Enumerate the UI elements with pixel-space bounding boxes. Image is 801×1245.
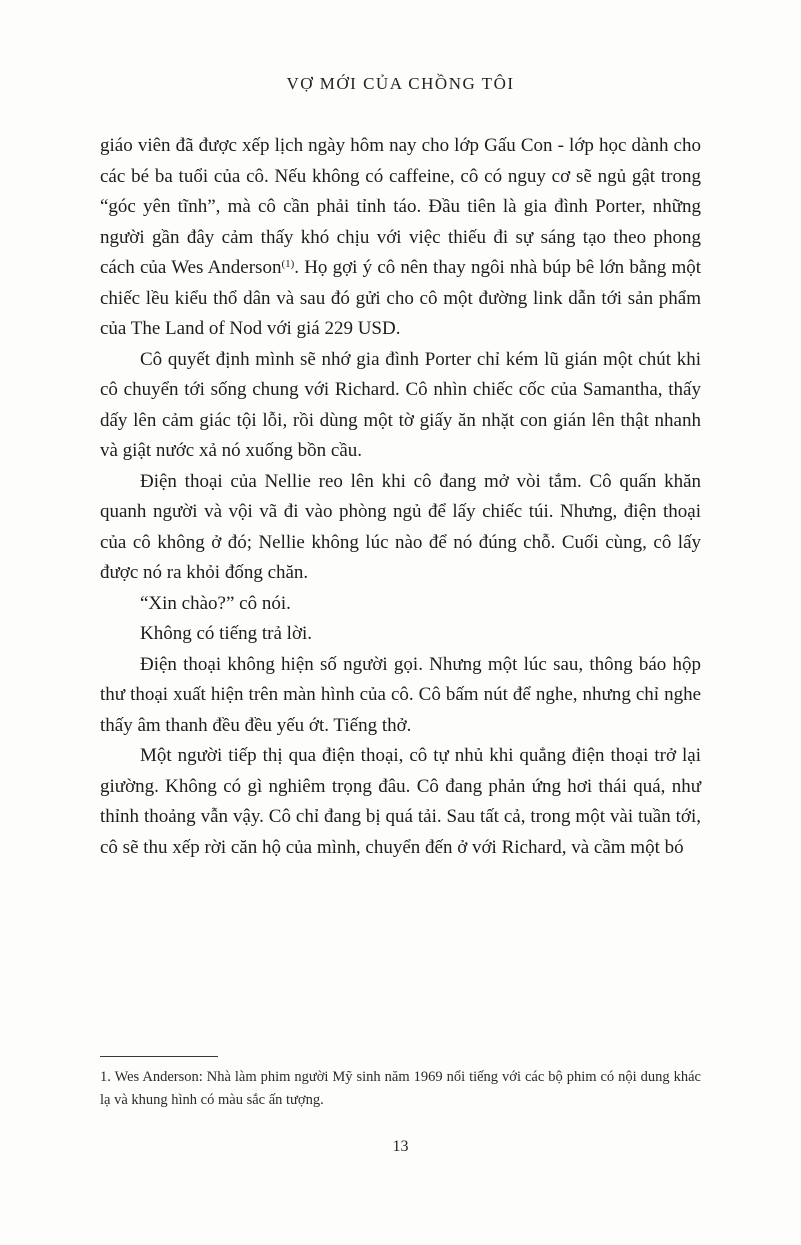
paragraph: Cô quyết định mình sẽ nhớ gia đình Porter chỉ kém lũ gián một chút khi cô chuyển tới sống chung với Richard. Cô nhìn chiếc cốc của Samantha, thấy dấy lên cảm giác tội lỗi, rồi dùng một tờ giấy ăn nhặt con gián lên thật nhanh và giật nước xả nó xuống bồn cầu. [100,348,701,461]
footnote-marker: (1) [281,258,295,270]
body-text [100,131,701,863]
paragraph: Điện thoại của Nellie reo lên khi cô đang mở vòi tắm. Cô quấn khăn quanh người và vội vã đi vào phòng ngủ để lấy chiếc túi. Nhưng, điện thoại của cô không ở đó; Nellie không lúc nào để nó đúng chỗ. Cuối cùng, cô lấy được nó ra khỏi đống chăn. [100,470,701,583]
running-header: VỢ MỚI CỦA CHỒNG TÔI [286,74,515,93]
paragraph-text: giáo viên đã được xếp lịch ngày hôm nay cho lớp Gấu Con - lớp học dành cho các bé ba tuổi của cô. Nếu không có caffeine, cô có nguy cơ sẽ ngủ gật trong “góc yên tĩnh”, mà cô cần phải tỉnh táo. Đầu tiên là gia đình Porter, những người gần đây cảm thấy khó chịu với việc thiếu đi sự sáng tạo theo phong cách của Wes Anderson [100,135,701,278]
paragraph: “Xin chào?” cô nói. [140,592,291,614]
paragraph: Không có tiếng trả lời. [140,623,313,644]
paragraph: Một người tiếp thị qua điện thoại, cô tự nhủ khi quẳng điện thoại trở lại giường. Không có gì nghiêm trọng đâu. Cô đang phản ứng hơi thái quá, như thỉnh thoảng vẫn vậy. Cô chỉ đang bị quá tải. Sau tất cả, trong một vài tuần tới, cô sẽ thu xếp rời căn hộ của mình, chuyển đến ở với Richard, và cầm một bó [100,745,701,858]
footnote-text: 1. Wes Anderson: Nhà làm phim người Mỹ sinh năm 1969 nổi tiếng với các bộ phim có nội dung khác lạ và khung hình có màu sắc ấn tượng. [100,1069,701,1108]
footnote-rule [100,1056,218,1057]
page-number: 13 [392,1138,409,1155]
paragraph-text: . Họ gợi ý cô nên thay ngôi nhà búp bê lớn bằng một chiếc lều kiểu thổ dân và sau đó gửi cho cô một đường link dẫn tới sản phẩm của The Land of Nod với giá 229 USD. [100,257,702,339]
paragraph [100,131,701,345]
paragraph: Điện thoại không hiện số người gọi. Nhưng một lúc sau, thông báo hộp thư thoại xuất hiện trên màn hình của cô. Cô bấm nút để nghe, nhưng chỉ nghe thấy âm thanh đều đều yếu ớt. Tiếng thở. [100,653,701,736]
